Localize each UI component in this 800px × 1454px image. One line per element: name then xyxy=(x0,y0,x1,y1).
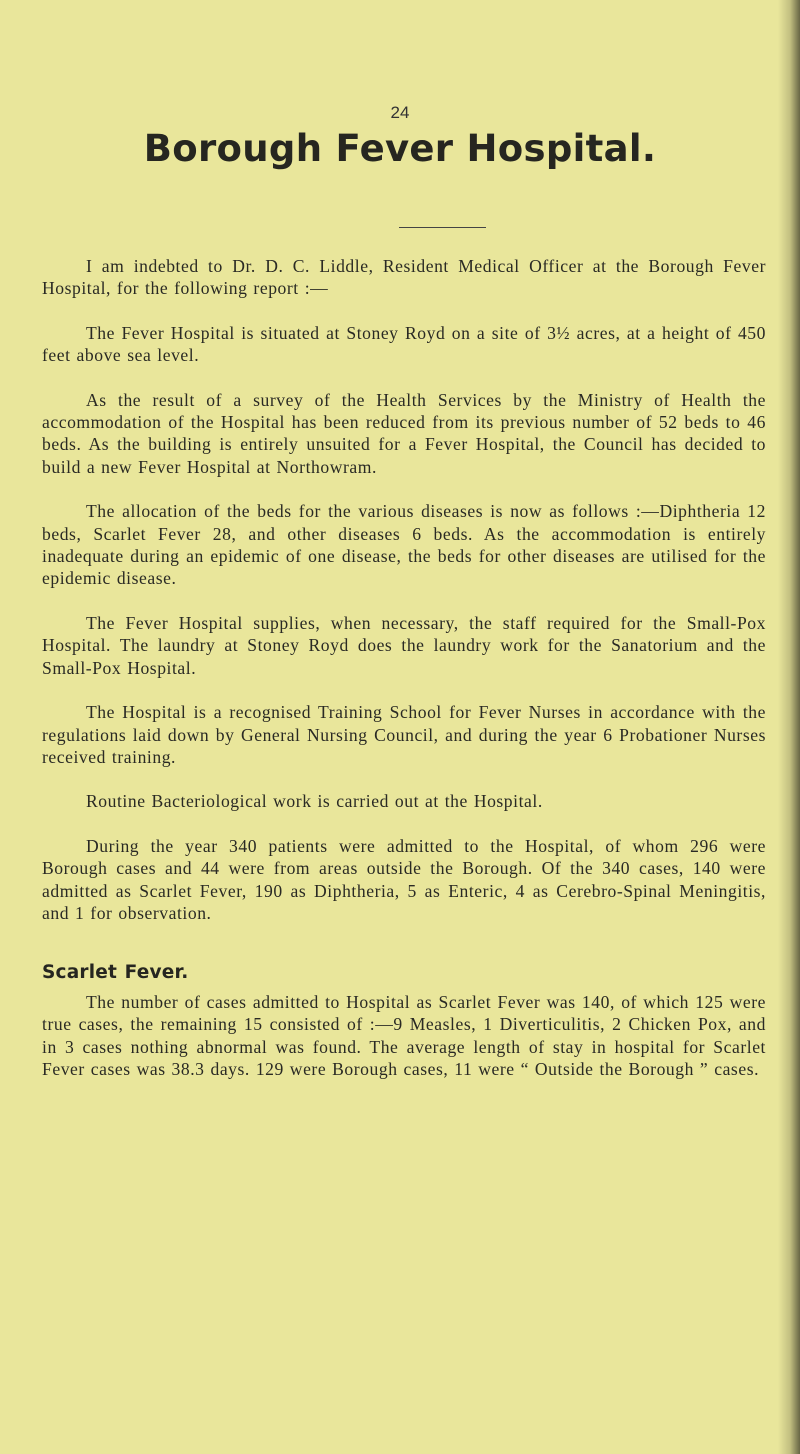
paragraph-survey: As the result of a survey of the Health Services by the Ministry of Health the accommodation of the Hospital has been reduced from its previous number of 52 beds to 46 beds. As the building is entirely unsuited for a Fever Hospital, the Council has decided to build a new Fever Hospital at Northowram. xyxy=(42,389,766,477)
paragraph-scarlet-fever: The number of cases admitted to Hospital as Scarlet Fever was 140, of which 125 were true cases, the remaining 15 consisted of :—9 Measles, 1 Diverticulitis, 2 Chicken Pox, and in 3 cases nothing abnormal was found. The average length of stay in hospital for Scarlet Fever cases was 38.3 days. 129 were Borough cases, 11 were “ Outside the Borough ” cases. xyxy=(42,991,766,1079)
paragraph-bacteriological: Routine Bacteriological work is carried out at the Hospital. xyxy=(86,791,543,812)
title-divider xyxy=(399,227,486,228)
paragraph-admissions: During the year 340 patients were admitted to the Hospital, of whom 296 were Borough cases and 44 were from areas outside the Borough. Of the 340 cases, 140 were admitted as Scarlet Fever, 190 as Diphtheria, 5 as Enteric, 4 as Cerebro-Spinal Meningitis, and 1 for observation. xyxy=(42,835,766,923)
report-body xyxy=(42,255,766,1102)
paragraph-staff-laundry: The Fever Hospital supplies, when necessary, the staff required for the Small-Pox Hospital. The laundry at Stoney Royd does the laundry work for the Sanatorium and the Small-Pox Hospital. xyxy=(42,612,766,678)
page-edge-shadow xyxy=(778,0,800,1454)
page-number: 24 xyxy=(390,103,410,122)
paragraph-site: The Fever Hospital is situated at Stoney Royd on a site of 3½ acres, at a height of 450 feet above sea level. xyxy=(42,322,766,366)
paragraph-acknowledgement: I am indebted to Dr. D. C. Liddle, Resident Medical Officer at the Borough Fever Hospital, for the following report :— xyxy=(42,256,766,299)
section-heading-scarlet-fever: Scarlet Fever. xyxy=(42,962,189,984)
page-title: Borough Fever Hospital. xyxy=(143,127,657,170)
paragraph-bed-allocation: The allocation of the beds for the various diseases is now as follows :—Diphtheria 12 beds, Scarlet Fever 28, and other diseases 6 beds. As the accommodation is entirely inadequate during an epidemic of one disease, the beds for other diseases are utilised for the epidemic disease. xyxy=(42,501,766,589)
paragraph-training-school: The Hospital is a recognised Training School for Fever Nurses in accordance with the regulations laid down by General Nursing Council, and during the year 6 Probationer Nurses received training. xyxy=(42,702,766,767)
